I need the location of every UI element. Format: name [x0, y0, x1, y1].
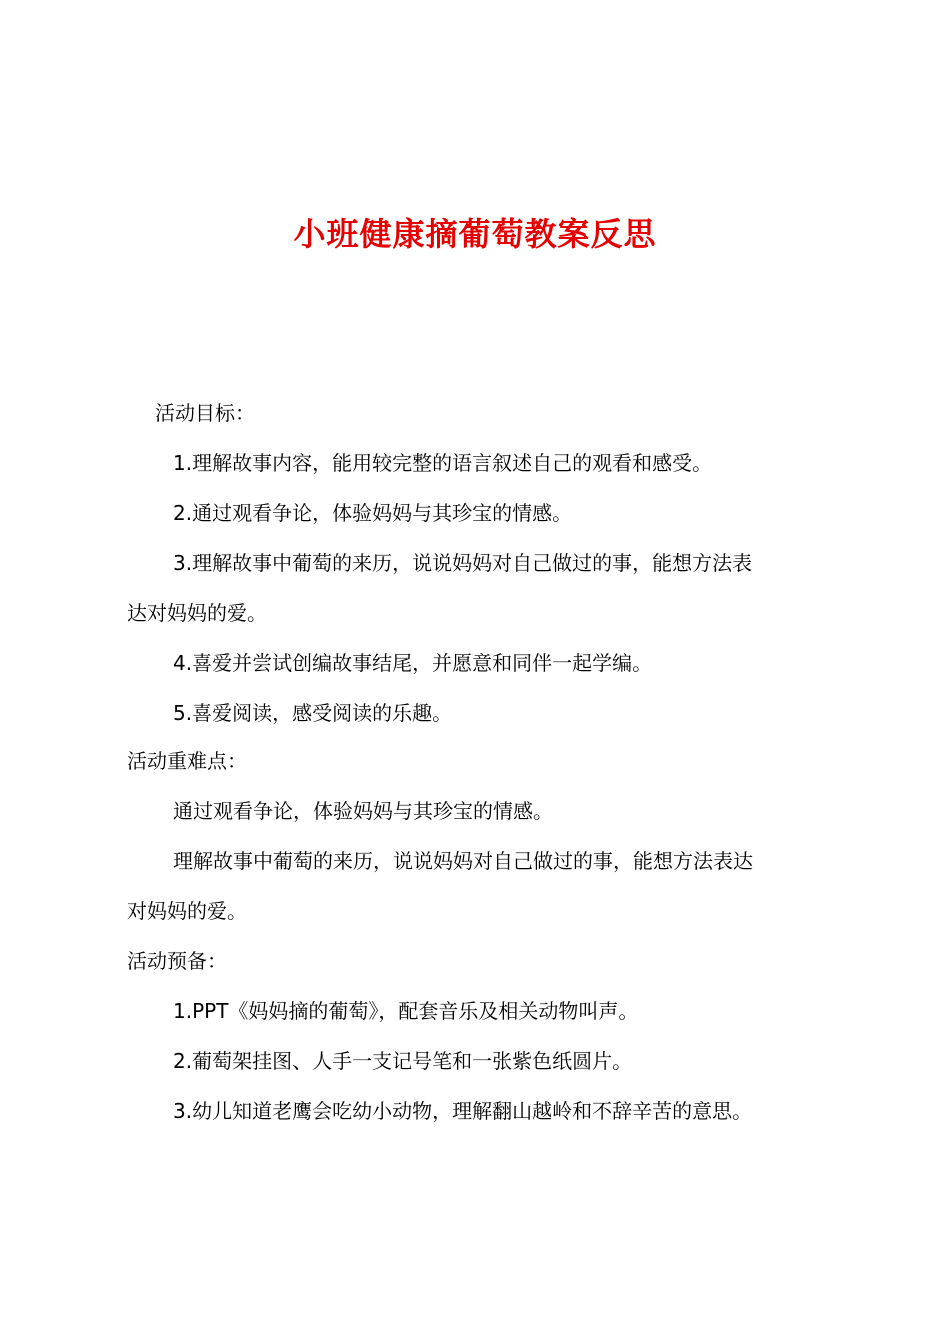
goal-item-1: 1.理解故事内容，能用较完整的语言叙述自己的观看和感受。: [173, 451, 713, 475]
prep-heading: 活动预备：: [127, 949, 227, 973]
keypoint-item-2-cont: 对妈妈的爱。: [127, 899, 247, 923]
document-title: 小班健康摘葡萄教案反思: [293, 215, 657, 253]
goal-item-2: 2.通过观看争论，体验妈妈与其珍宝的情感。: [173, 501, 573, 525]
prep-item-2: 2.葡萄架挂图、人手一支记号笔和一张紫色纸圆片。: [173, 1049, 633, 1073]
goal-item-3: 3.理解故事中葡萄的来历，说说妈妈对自己做过的事，能想方法表: [173, 551, 753, 575]
goal-item-3-cont: 达对妈妈的爱。: [127, 601, 267, 625]
prep-item-1: 1.PPT《妈妈摘的葡萄》，配套音乐及相关动物叫声。: [173, 999, 639, 1023]
keypoint-item-1: 通过观看争论，体验妈妈与其珍宝的情感。: [173, 799, 553, 823]
keypoints-heading: 活动重难点：: [127, 749, 247, 773]
goal-item-4: 4.喜爱并尝试创编故事结尾，并愿意和同伴一起学编。: [173, 651, 653, 675]
prep-item-3: 3.幼儿知道老鹰会吃幼小动物，理解翻山越岭和不辞辛苦的意思。: [173, 1099, 753, 1123]
goals-heading: 活动目标：: [155, 401, 255, 425]
goal-item-5: 5.喜爱阅读，感受阅读的乐趣。: [173, 701, 453, 725]
keypoint-item-2: 理解故事中葡萄的来历，说说妈妈对自己做过的事，能想方法表达: [173, 849, 753, 873]
